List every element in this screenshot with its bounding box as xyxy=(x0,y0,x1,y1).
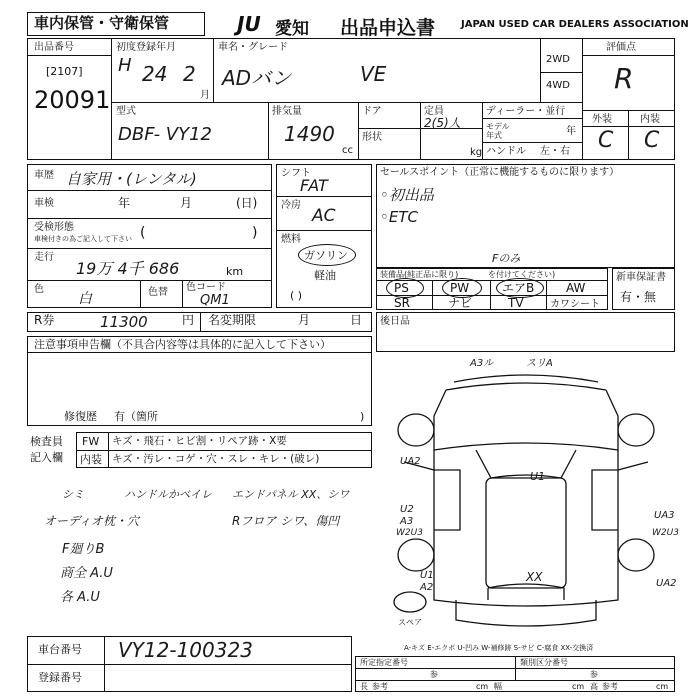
history-label: 車歴 xyxy=(34,170,54,181)
color-code-label: 色コード xyxy=(186,282,226,293)
lot-number: 20091 xyxy=(34,86,111,114)
diagram-spare: スペア xyxy=(398,618,422,627)
acceptance-note: 車検付きの為ご記入して下さい xyxy=(34,235,132,243)
length-unit: cm xyxy=(476,682,489,691)
org-english: JAPAN USED CAR DEALERS ASSOCIATION xyxy=(461,19,689,30)
car-name: ADバン xyxy=(222,66,292,90)
equip-ps-circle xyxy=(386,278,424,298)
door-shape: 形状 xyxy=(362,132,382,143)
car-label: 車名・グレード xyxy=(218,42,288,53)
shift-value: FAT xyxy=(300,176,328,195)
ju-logo: JU xyxy=(237,12,261,36)
plate-label: 登録番号 xyxy=(38,671,82,684)
capacity-label: 定員 xyxy=(424,106,444,117)
diagram-u2: U2 xyxy=(400,504,414,515)
equip-kawaseat: カワシート xyxy=(550,299,600,310)
color-value: 白 xyxy=(78,291,92,307)
diagram-ua2-left: UA2 xyxy=(400,456,421,467)
reg-era: H xyxy=(118,55,132,76)
equip-aw: AW xyxy=(566,281,586,295)
capacity-unit: kg xyxy=(470,147,483,158)
note-line-5: 各 A.U xyxy=(60,590,100,605)
mileage-value: 19万 4千 686 xyxy=(76,259,180,278)
reg-year: 24 xyxy=(142,62,168,86)
note-line-2a: オーディオ枕・穴 xyxy=(44,514,140,528)
inspection-day: (日) xyxy=(236,196,258,210)
equip-tv: TV xyxy=(508,296,524,310)
checker-label-1: 検査員 xyxy=(30,435,63,448)
aircon-value: AC xyxy=(312,206,336,226)
car-grade: VE xyxy=(360,62,387,86)
recycle-value: 11300 xyxy=(100,313,148,331)
note-line-1a: シミ xyxy=(62,488,84,501)
model-year-label: モデル xyxy=(486,122,510,131)
fuel-diesel: 軽油 xyxy=(314,269,336,282)
mileage-label: 走行 xyxy=(34,252,54,263)
equip-airbag: エアB xyxy=(502,281,535,295)
diagram-w2u3-right: W2U3 xyxy=(652,528,679,538)
sales-point-1: ◦初出品 xyxy=(380,186,434,204)
height-ref: 参考 xyxy=(602,682,618,691)
drive-2wd: 2WD xyxy=(546,54,570,65)
width-unit: cm xyxy=(572,682,585,691)
repair-value: 有（箇所 xyxy=(114,410,158,423)
model-label: 型式 xyxy=(116,106,136,117)
class-ref: 参 xyxy=(590,670,598,679)
note-line-2b: Rフロア シワ、傷凹 xyxy=(232,514,340,528)
color-change-label: 色替 xyxy=(148,287,168,298)
disp-unit: cc xyxy=(342,145,353,156)
diagram-top-a: A3ル xyxy=(470,358,494,369)
diagram-ua3-right: UA3 xyxy=(654,510,675,521)
equipment-label2: を付けてください) xyxy=(488,270,556,279)
disp-value: 1490 xyxy=(284,122,335,146)
shift-label: シフト xyxy=(281,168,311,179)
height-unit: cm xyxy=(656,682,669,691)
name-change-day: 日 xyxy=(350,313,363,327)
equip-pw: PW xyxy=(450,281,470,295)
chassis-value: VY12-100323 xyxy=(118,638,253,662)
equip-navi: ナビ xyxy=(448,296,473,310)
acceptance-close: ) xyxy=(252,225,258,241)
exterior-label: 外装 xyxy=(592,114,612,125)
lot-label: 出品番号 xyxy=(34,42,74,53)
reg-month: 2 xyxy=(183,62,196,86)
warranty-value: 有・無 xyxy=(620,290,657,304)
checker-label-2: 記入欄 xyxy=(30,451,63,464)
inspection-month: 月 xyxy=(180,196,193,210)
color-code: QM1 xyxy=(200,293,230,308)
diagram-top-b: スリA xyxy=(526,358,553,369)
org-name: 愛知 xyxy=(275,19,309,39)
front-only-note: Fのみ xyxy=(492,252,521,265)
later-goods-label: 後日品 xyxy=(380,316,410,327)
fuel-label: 燃料 xyxy=(281,234,301,245)
sales-points-label: セールスポイント（正常に機能するものに限ります） xyxy=(380,167,620,178)
class-label: 類別区分番号 xyxy=(520,658,568,667)
year-label: 年式 xyxy=(486,131,502,140)
interior-grade: C xyxy=(644,128,660,153)
dealer-label: ディーラー・並行 xyxy=(486,106,566,117)
model-value: DBF- VY12 xyxy=(118,124,213,145)
fuel-gas: ガソリン xyxy=(304,249,348,262)
recycle-unit: 円 xyxy=(182,313,195,327)
diagram-u1: U1 xyxy=(530,470,546,483)
acceptance-open: ( xyxy=(140,225,146,241)
car-damage-diagram xyxy=(376,350,676,640)
capacity-value: 2(5)人 xyxy=(424,116,461,130)
drive-4wd: 4WD xyxy=(546,80,570,91)
mileage-unit: km xyxy=(226,265,244,278)
note-line-1c: エンドパネル XX、シワ xyxy=(232,488,350,501)
pref-label: 所定指定番号 xyxy=(360,658,408,667)
diagram-w2u3: W2U3 xyxy=(396,528,423,538)
pref-ref: 参 xyxy=(430,670,438,679)
length-label: 長 xyxy=(360,682,368,691)
interior-label: 内装 xyxy=(640,114,660,125)
diagram-a2: A2 xyxy=(420,582,434,593)
sales-point-2: ◦ETC xyxy=(380,208,418,226)
inspection-year: 年 xyxy=(118,196,131,210)
diagram-xx: XX xyxy=(526,570,543,584)
sales-points-block xyxy=(376,164,675,268)
reg-month-unit: 月 xyxy=(200,90,210,101)
equip-pw-circle xyxy=(442,278,482,298)
door-label: ドア xyxy=(362,106,382,117)
length-ref: 参考 xyxy=(372,682,388,691)
name-change-month: 月 xyxy=(298,313,311,327)
year-unit: 年 xyxy=(566,126,576,137)
height-label: 高 xyxy=(590,682,598,691)
check-interior-label: 内装 xyxy=(80,453,102,466)
check-fw-label: FW xyxy=(82,435,100,448)
diagram-ua2-right: UA2 xyxy=(656,578,677,589)
note-line-3: F廻りB xyxy=(62,542,105,557)
disp-label: 排気量 xyxy=(272,106,302,117)
equipment-label: 装備品(純正品に限り) xyxy=(380,270,459,279)
lot-small: [2107] xyxy=(46,65,83,78)
repair-label: 修復歴 xyxy=(64,410,97,423)
reg-label: 初度登録年月 xyxy=(116,42,176,53)
damage-legend: A-キズ E-エクボ U-凹み W-補修跡 S-サビ C-腐食 XX-交換済 xyxy=(404,644,594,652)
storage-tag: 車内保管・守衛保管 xyxy=(34,14,170,32)
chassis-label: 車台番号 xyxy=(38,643,82,656)
notes-label: 注意事項申告欄（不具合内容等は具体的に記入して下さい） xyxy=(34,338,331,351)
note-line-4: 商全 A.U xyxy=(60,566,113,581)
aircon-label: 冷房 xyxy=(281,200,301,211)
exterior-grade: C xyxy=(598,128,614,153)
handle-label: ハンドル xyxy=(486,146,526,157)
acceptance-label: 受検形態 xyxy=(34,222,74,233)
equip-ps: PS xyxy=(394,281,409,295)
check-interior-row: キズ・汚レ・コゲ・穴・スレ・キレ・(破レ) xyxy=(112,453,320,465)
note-line-1b: ハンドルかベイレ xyxy=(124,488,212,501)
warranty-label: 新車保証書 xyxy=(616,272,666,283)
diagram-u1-bottom: U1 xyxy=(420,570,434,581)
handle-value: 左・右 xyxy=(540,146,570,157)
inspection-label: 車検 xyxy=(34,198,54,209)
recycle-label: R券 xyxy=(34,313,55,327)
equip-sr: SR xyxy=(394,296,410,310)
repair-close: ) xyxy=(360,410,365,423)
score-label: 評価点 xyxy=(606,42,636,53)
later-goods-block xyxy=(376,312,675,352)
width-label: 幅 xyxy=(494,682,502,691)
history-value: 自家用・(レンタル) xyxy=(66,170,197,188)
check-fw-row: キズ・飛石・ヒビ割・リペア跡・X要 xyxy=(112,435,287,447)
color-label: 色 xyxy=(34,284,44,295)
fuel-paren: ( ) xyxy=(290,289,303,302)
fuel-gas-circle xyxy=(298,244,356,266)
name-change-label: 名変期限 xyxy=(208,313,257,327)
diagram-a3: A3 xyxy=(400,516,414,527)
equip-airbag-circle xyxy=(496,278,544,298)
score-value: R xyxy=(614,62,634,95)
doc-title: 出品申込書 xyxy=(340,17,436,39)
